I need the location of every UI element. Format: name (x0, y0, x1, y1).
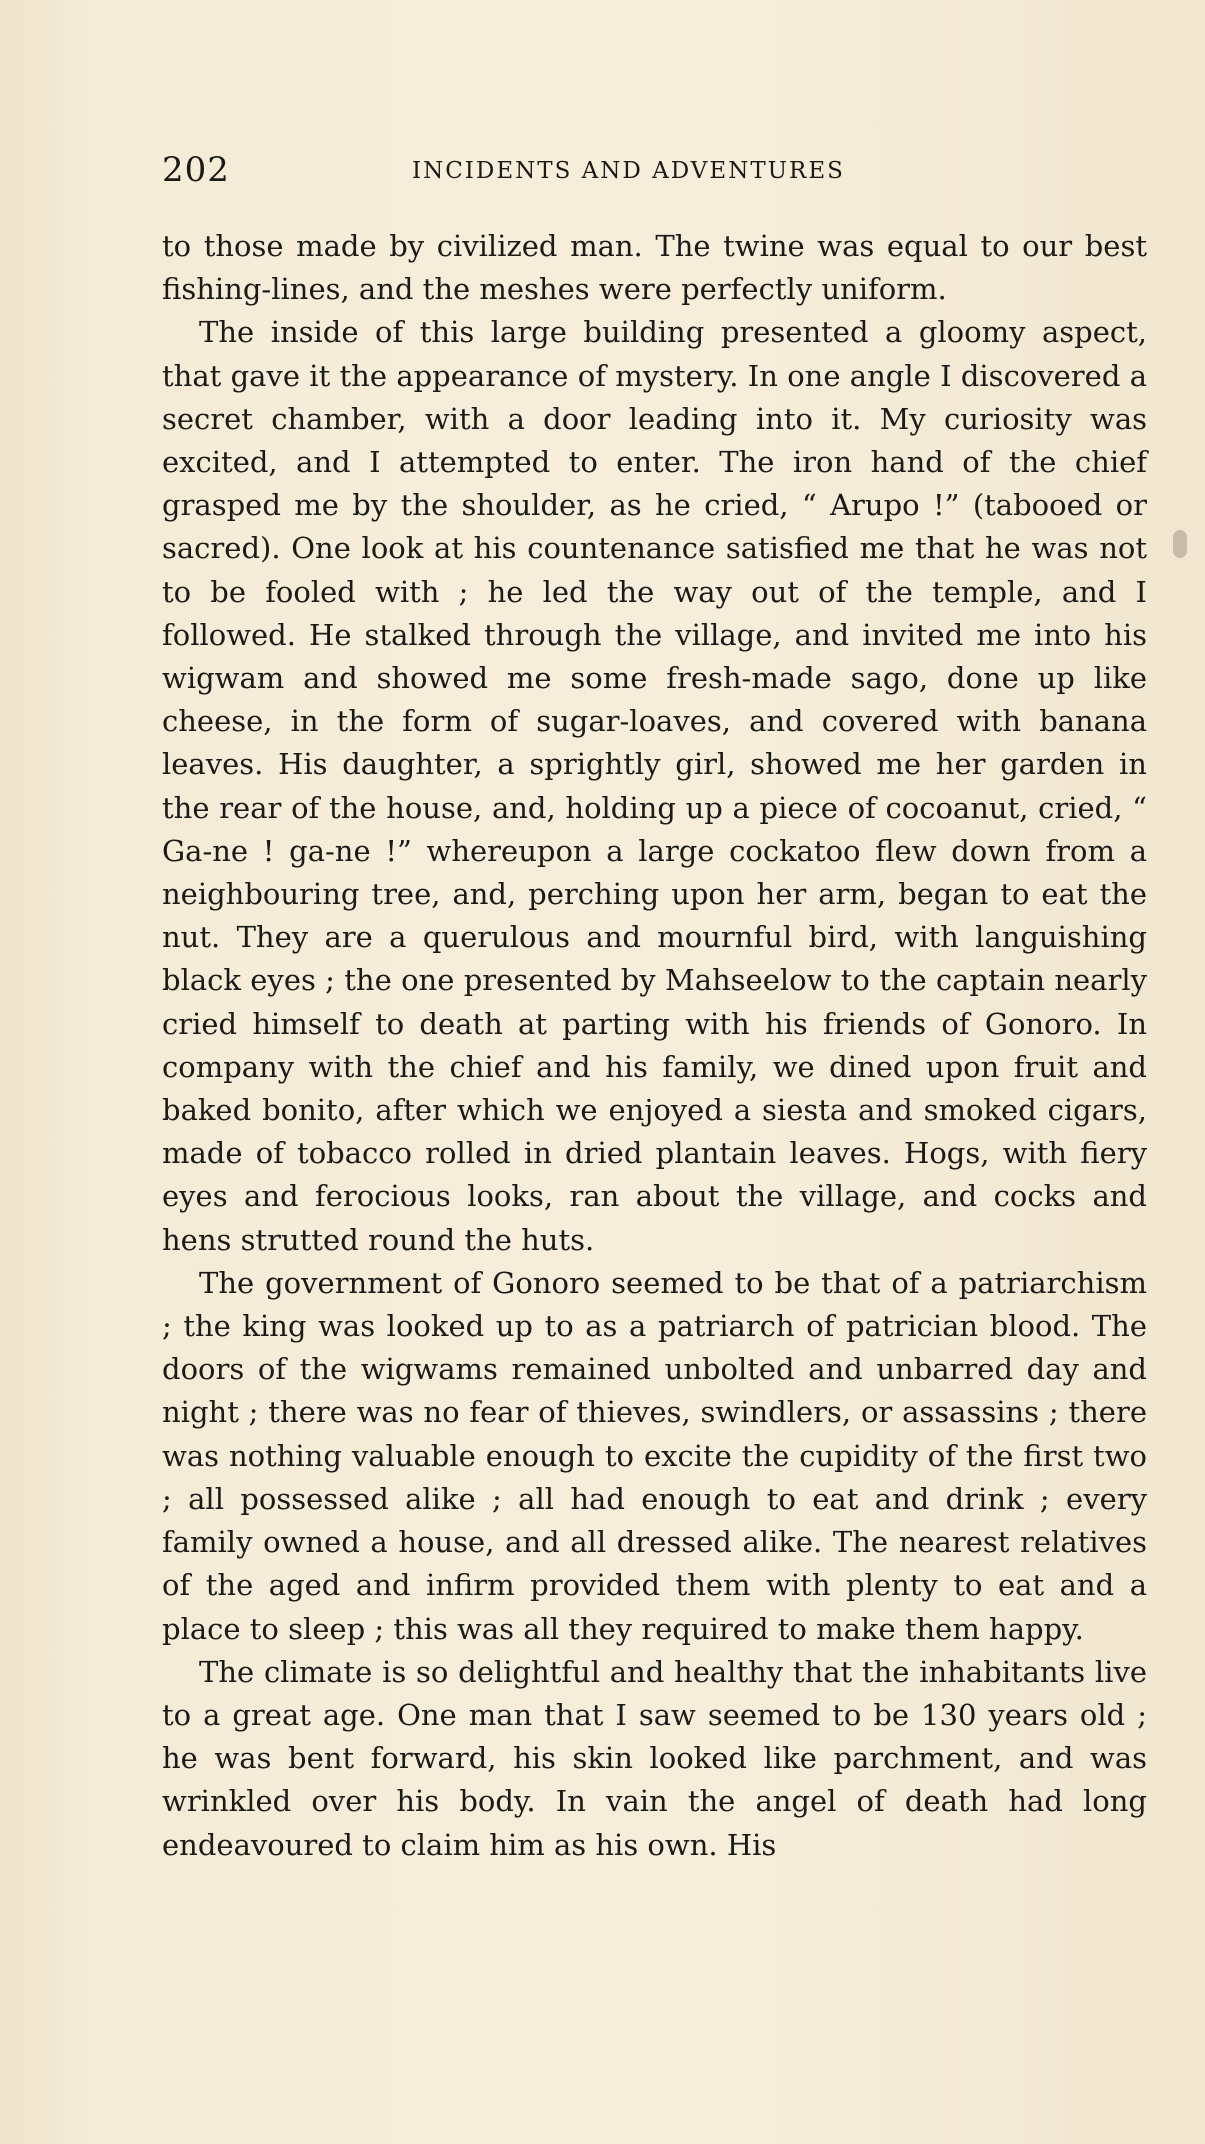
page-header (162, 150, 1147, 200)
running-head: INCIDENTS AND ADVENTURES (412, 158, 845, 184)
body-text (162, 225, 1147, 1867)
paragraph: to those made by civilized man. The twine was equal to our best fishing-lines, and the meshes were perfectly uniform. (162, 229, 1147, 307)
page-number: 202 (162, 150, 230, 190)
paragraph: The climate is so delightful and healthy that the inhabitants live to a great age. One man that I saw seemed to be 130 years old ; he was bent forward, his skin looked like parchment, and was wrinkled over his body. In vain the angel of death had long endeavoured to claim him as his own. His (162, 1654, 1147, 1862)
paragraph: The government of Gonoro seemed to be that of a patriarchism ; the king was looked up to as a patriarch of patrician blood. The doors of the wigwams remained unbolted and unbarred day and night ; there was no fear of thieves, swindlers, or assassins ; there was nothing valuable enough to excite the cupidity of the first two ; all possessed alike ; all had enough to eat and drink ; every family owned a house, and all dressed alike. The nearest relatives of the aged and infirm provided them with plenty to eat and a place to sleep ; this was all they required to make them happy. (162, 1265, 1147, 1646)
paragraph: The inside of this large building presented a gloomy aspect, that gave it the appearance of mystery. In one angle I discovered a secret chamber, with a door leading into it. My curiosity was excited, and I attempted to enter. The iron hand of the chief grasped me by the shoulder, as he cried, “ Arupo !” (tabooed or sacred). One look at his countenance satisfied me that he was not to be fooled with ; he led the way out of the temple, and I followed. He stalked through the village, and invited me into his wigwam and showed me some fresh-made sago, done up like cheese, in the form of sugar-loaves, and covered with banana leaves. His daughter, a sprightly girl, showed me her garden in the rear of the house, and, holding up a piece of cocoanut, cried, “ Ga-ne ! ga-ne !” whereupon a large cockatoo flew down from a neighbouring tree, and, perching upon her arm, began to eat the nut. They are a querulous and mournful bird, with languishing black eyes ; the one presented by Mahseelow to the captain nearly cried himself to death at parting with his friends of Gonoro. In company with the chief and his family, we dined upon fruit and baked bonito, after which we enjoyed a siesta and smoked cigars, made of tobacco rolled in dried plantain leaves. Hogs, with fiery eyes and ferocious looks, ran about the village, and cocks and hens strutted round the huts. (162, 315, 1147, 1257)
ink-smudge (1173, 530, 1187, 558)
